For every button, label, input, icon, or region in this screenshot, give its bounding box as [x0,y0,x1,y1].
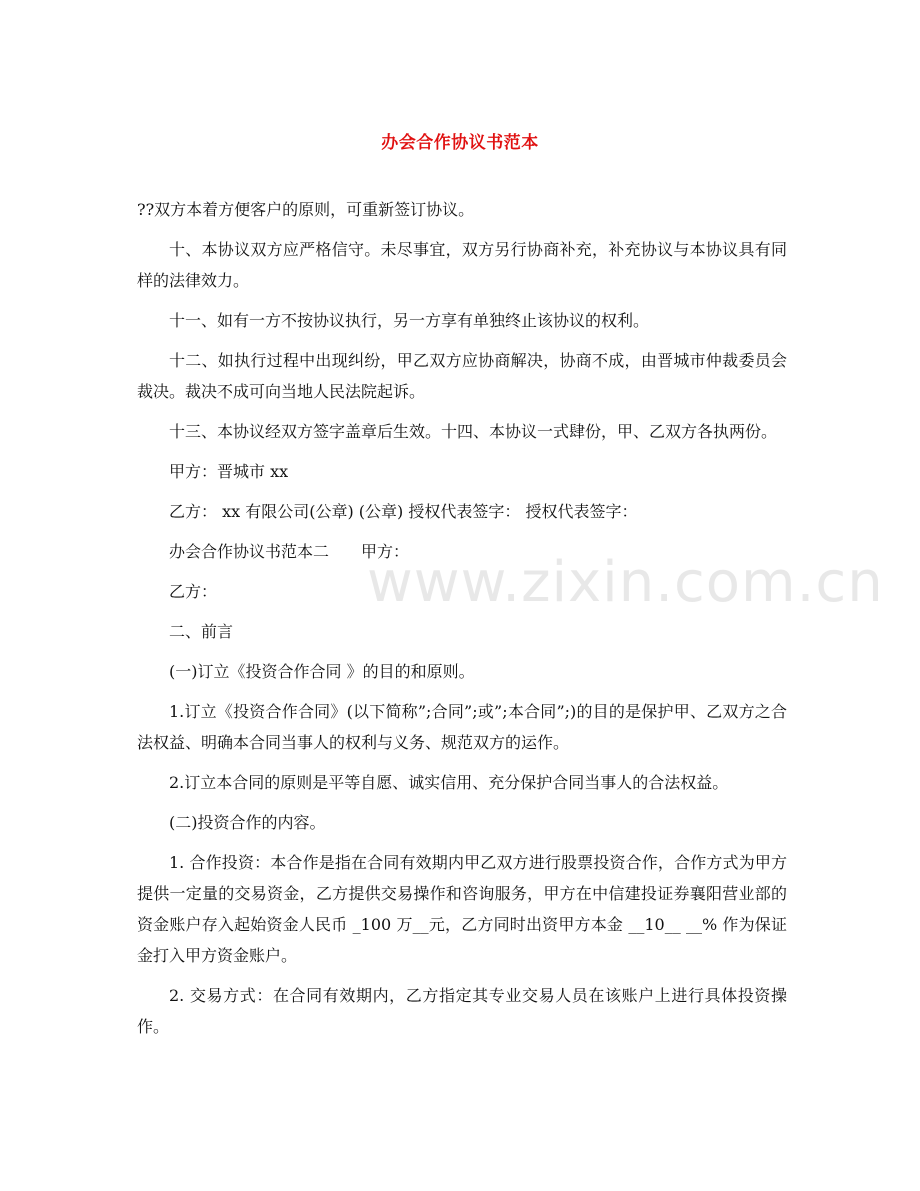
paragraph: 十二、如执行过程中出现纠纷，甲乙双方应协商解决，协商不成，由晋城市仲裁委员会裁决。裁决不成可向当地人民法院起诉。 [137,351,787,401]
paragraph: 乙方： xx 有限公司(公章) (公章) 授权代表签字： 授权代表签字： [169,502,638,521]
paragraph: 乙方： [169,582,218,601]
paragraph: 2.订立本合同的原则是平等自愿、诚实信用、充分保护合同当事人的合法权益。 [169,773,729,792]
paragraph: ??双方本着方便客户的原则，可重新签订协议。 [137,200,475,219]
document-body [137,194,787,1051]
watermark-text: www.zixin.com.cn [367,550,884,615]
paragraph: 办会合作协议书范本二 甲方： [169,542,410,561]
paragraph: 十一、如有一方不按协议执行，另一方享有单独终止该协议的权利。 [169,311,650,330]
paragraph: 十三、本协议经双方签字盖章后生效。十四、本协议一式肆份，甲、乙双方各执两份。 [169,422,778,441]
paragraph: 2. 交易方式：在合同有效期内，乙方指定其专业交易人员在该账户上进行具体投资操作。 [137,986,787,1036]
paragraph: 十、本协议双方应严格信守。未尽事宜，双方另行协商补充，补充协议与本协议具有同样的法律效力。 [137,240,787,290]
paragraph: 二、前言 [169,622,234,641]
paragraph: (二)投资合作的内容。 [169,813,326,832]
paragraph: 甲方：晋城市 xx [169,462,289,481]
paragraph: 1. 合作投资：本合作是指在合同有效期内甲乙双方进行股票投资合作，合作方式为甲方提供一定量的交易资金，乙方提供交易操作和咨询服务，甲方在中信建投证券襄阳营业部的资金账户存入起始资金人民币 _100 万__元，乙方同时出资甲方本金 __10__ __% 作为保证金打入甲方资金账户。 [137,853,787,965]
document-title: 办会合作协议书范本 [381,133,539,153]
paragraph: (一)订立《投资合作合同 》的目的和原则。 [169,662,475,681]
paragraph: 1.订立《投资合作合同》(以下简称”;合同”;或”;本合同”;)的目的是保护甲、乙双方之合法权益、明确本合同当事人的权利与义务、规范双方的运作。 [137,702,787,752]
